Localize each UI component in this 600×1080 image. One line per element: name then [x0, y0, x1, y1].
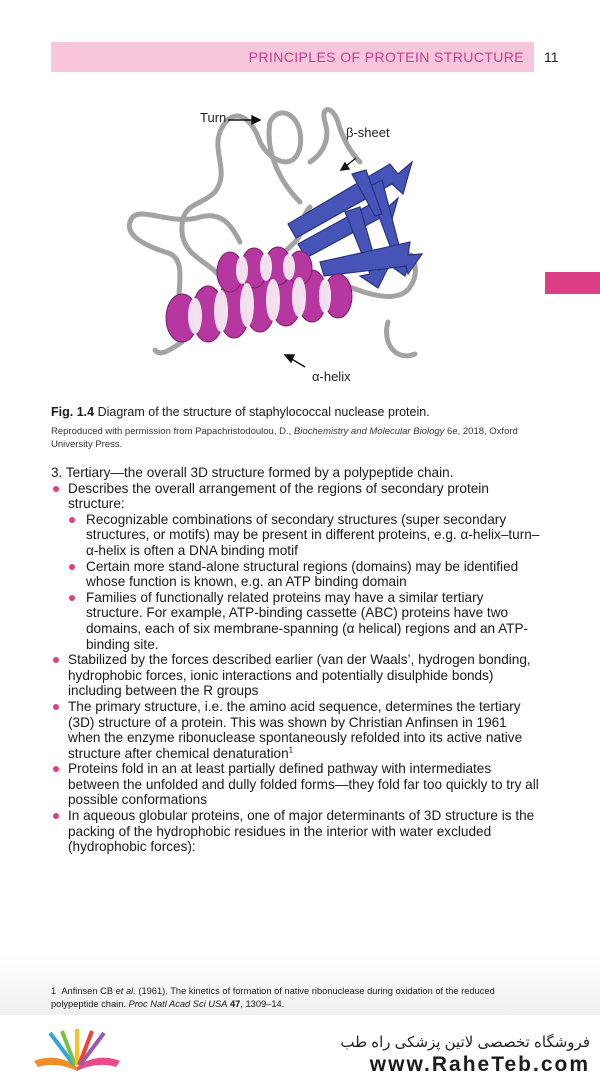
- staphylococcal-nuclease-diagram: [120, 92, 450, 392]
- bullet-primary-structure: [51, 699, 541, 761]
- credit-prefix: Reproduced with permission from Papachristodoulou, D.,: [51, 426, 294, 437]
- store-footer: [0, 1015, 600, 1080]
- bullet-hydrophobic-packing: In aqueous globular proteins, one of major determinants of 3D structure is the packing of the hydrophobic residues in the interior with water excluded (hydrophobic forces):: [51, 808, 541, 855]
- subbullet-families: Families of functionally related proteins may have a similar tertiary structure. For example, ATP-binding cassette (ABC) proteins have two domains, each of six membrane-spanning (α helical) regions and an ATP-binding site.: [51, 590, 541, 652]
- footnote-pages: , 1309–14.: [240, 998, 285, 1009]
- credit-book-title: Biochemistry and Molecular Biology: [293, 426, 445, 437]
- point-tertiary: 3. Tertiary—the overall 3D structure formed by a polypeptide chain.: [51, 465, 454, 480]
- open-book-logo-icon: [30, 1027, 125, 1075]
- running-header-title: PRINCIPLES OF PROTEIN STRUCTURE: [248, 49, 524, 65]
- body-text: [51, 465, 541, 855]
- footnote-text-b: (1961). The kinetics of formation of native ribonuclease during oxidation of the reduced polypeptide chain.: [51, 986, 495, 1009]
- label-beta-sheet: β-sheet: [346, 125, 390, 140]
- footnote-reference: 1: [288, 745, 294, 755]
- credit-suffix: 6e, 2018, Oxford University Press.: [51, 426, 518, 450]
- caption-label: Fig. 1.4: [51, 405, 95, 419]
- protein-structure-figure: [120, 92, 450, 392]
- chapter-tab-marker: [545, 272, 600, 294]
- footnote-journal: Proc Natl Acad Sci USA: [128, 998, 228, 1009]
- page-number: 11: [544, 49, 559, 65]
- label-alpha-helix: α-helix: [312, 369, 351, 384]
- footnote-number: 1: [51, 986, 57, 996]
- caption-text: Diagram of the structure of staphylococcal nuclease protein.: [97, 405, 430, 419]
- store-name: فروشگاه تخصصی لاتین پزشکی راه طب: [340, 1034, 590, 1051]
- label-turn: Turn: [200, 110, 227, 125]
- primary-structure-text: The primary structure, i.e. the amino acid sequence, determines the tertiary (3D) structure of a protein. This was shown by Christian Anfinsen in 1961 when the enzyme ribonuclease spontaneously refolded into its active native structure after chemical denaturation: [68, 698, 523, 761]
- footnote-volume: 47: [229, 998, 241, 1009]
- footnote-etal: et al.: [115, 986, 136, 996]
- subbullet-domains: Certain more stand-alone structural regions (domains) may be identified whose function is known, e.g. an ATP binding domain: [51, 559, 541, 590]
- bullet-stabilized: Stabilized by the forces described earlier (van der Waals’, hydrogen bonding, hydrophobic forces, ionic interactions and potentially disulphide bonds) including between the R groups: [51, 652, 541, 699]
- footnote-text-a: Anfinsen CB: [61, 986, 116, 996]
- figure-credit: [51, 425, 531, 451]
- figure-caption: [51, 404, 541, 420]
- subbullet-motifs: Recognizable combinations of secondary structures (super secondary structures, or motifs) may be present in different proteins, e.g. α-helix–turn–α-helix is often a DNA binding motif: [51, 512, 541, 559]
- header-band: [51, 42, 534, 72]
- bullet-arrangement: Describes the overall arrangement of the regions of secondary protein structure:: [51, 481, 541, 512]
- footnote: [51, 985, 543, 1010]
- bullet-folding-pathway: Proteins fold in an at least partially defined pathway with intermediates between the unfolded and dully folded forms—they fold far too quickly to try all possible conformations: [51, 761, 541, 808]
- store-url: www.RaheTeb.com: [369, 1053, 590, 1076]
